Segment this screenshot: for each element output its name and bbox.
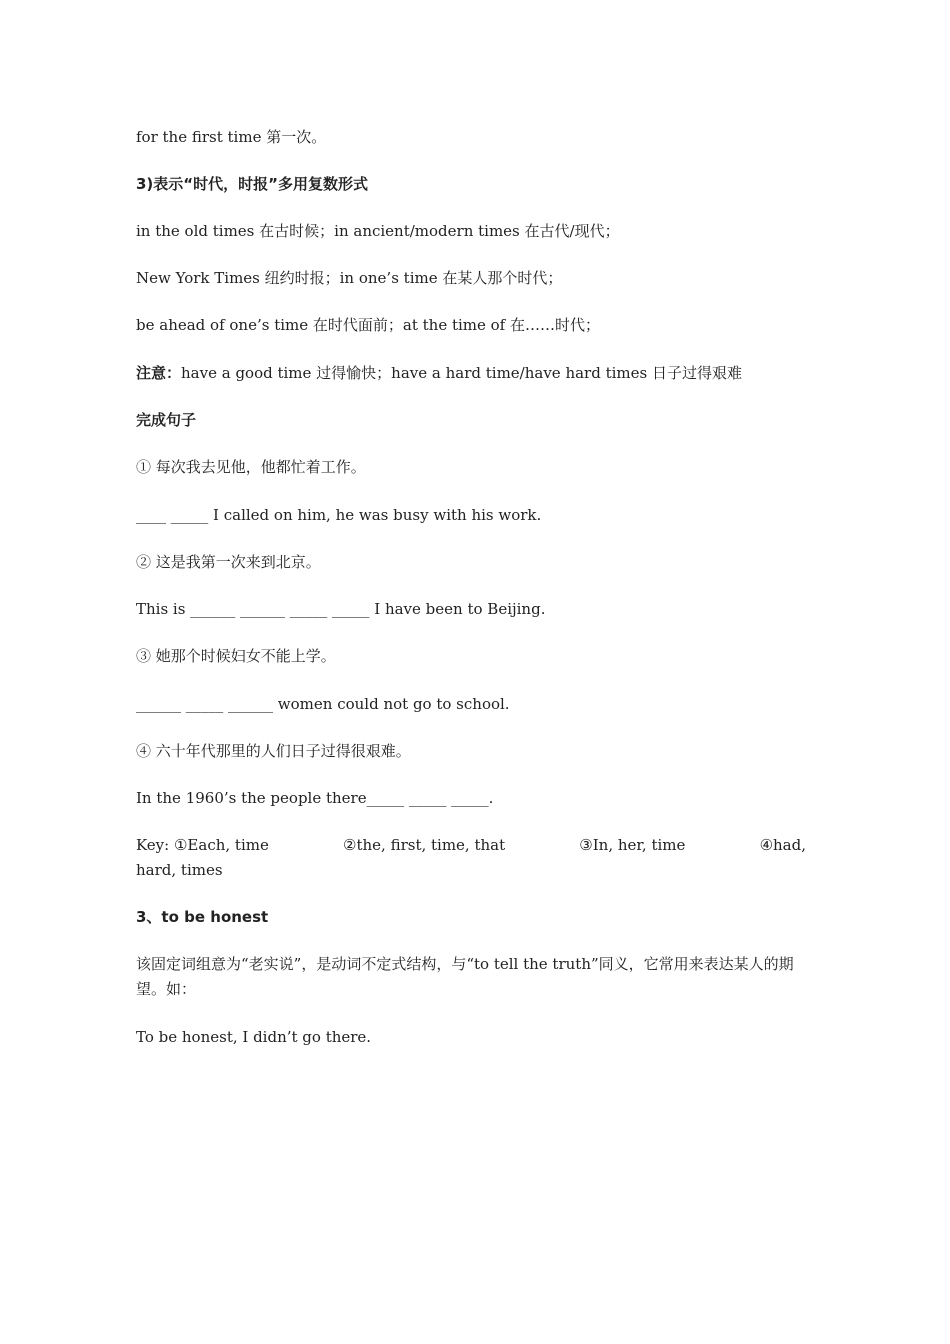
text-line: New York Times 纽约时报；in one’s time 在某人那个时代； [136,269,563,287]
text-line: be ahead of one’s time 在时代面前；at the time of 在……时代； [136,316,601,334]
question-1: ① 每次我去见他，他都忙着工作。 [136,458,366,476]
note-line [136,361,806,386]
key-item: ④had, [759,836,806,854]
note-label: 注意： [136,364,182,382]
answer-line-3: ______ _____ ______ women could not go to school. [136,695,510,713]
answer-key [136,833,806,858]
question-4: ④ 六十年代那里的人们日子过得很艰难。 [136,742,411,760]
answer-line-4: In the 1960’s the people there_____ _____ _____. [136,789,494,807]
text-line: in the old times 在古时候；in ancient/modern times 在古代/现代； [136,222,620,240]
exercise-title: 完成句子 [136,411,197,429]
key-item: ②the, first, time, that [343,836,506,854]
explanation-paragraph: 该固定词组意为“老实说”，是动词不定式结构，与“to tell the truth”同义，它常用来表达某人的期望。如： [136,955,794,998]
key-item: Key: ①Each, time [136,836,269,854]
note-text: have a good time 过得愉快；have a hard time/have hard times 日子过得艰难 [181,364,742,382]
question-3: ③ 她那个时候妇女不能上学。 [136,647,336,665]
section-heading: 3、to be honest [136,908,269,926]
subsection-heading: 3)表示“时代，时报”多用复数形式 [136,175,369,193]
answer-line-1: ____ _____ I called on him, he was busy with his work. [136,506,542,524]
key-item: ③In, her, time [579,836,686,854]
question-2: ② 这是我第一次来到北京。 [136,553,321,571]
text-line: for the first time 第一次。 [136,128,327,146]
answer-line-2: This is ______ ______ _____ _____ I have been to Beijing. [136,600,546,618]
example-sentence: To be honest, I didn’t go there. [136,1028,372,1046]
answer-key-continued: hard, times [136,861,223,879]
